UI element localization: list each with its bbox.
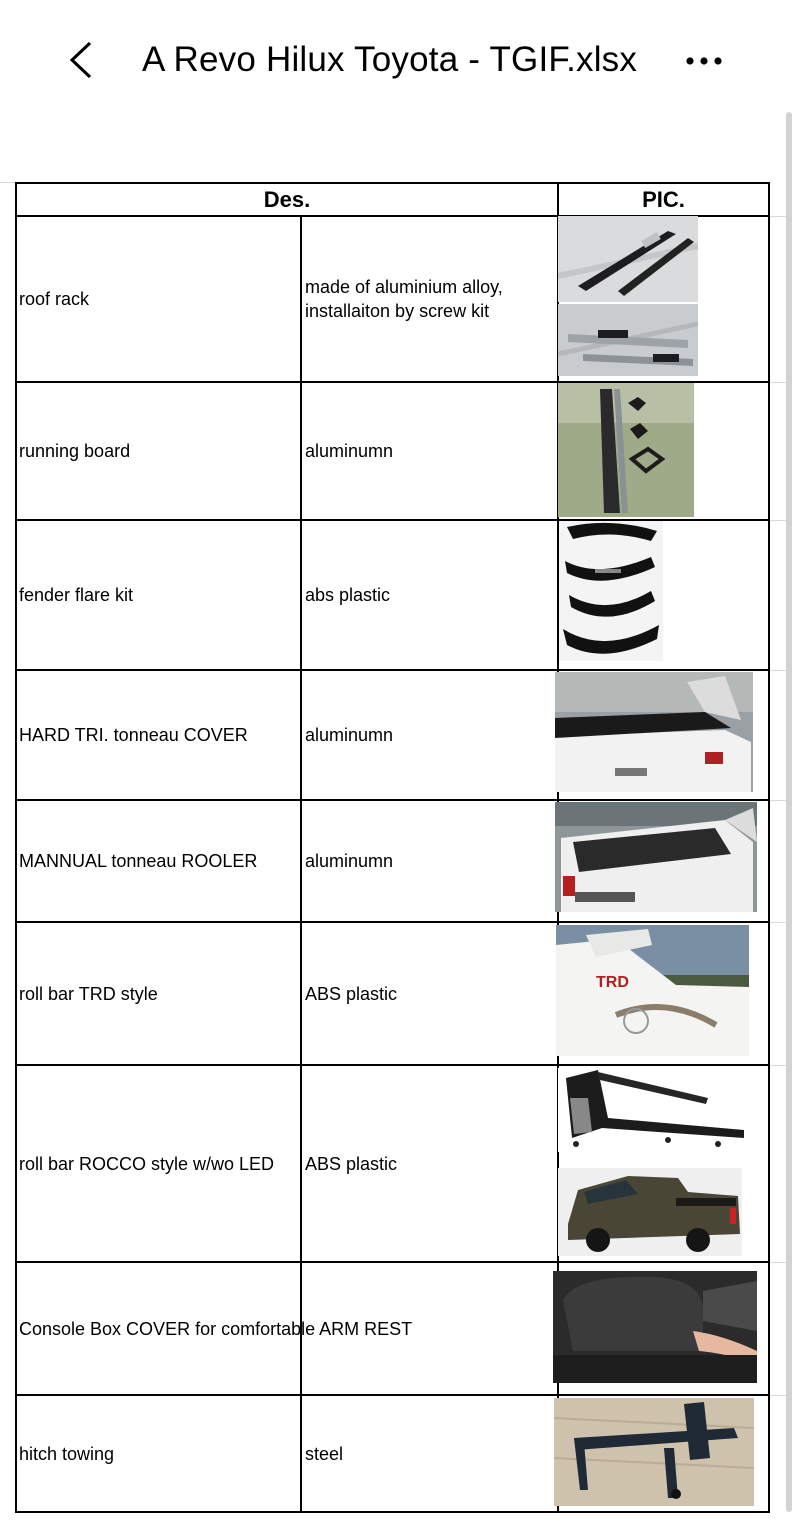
roll-bar-rocco-image-top[interactable] [558, 1068, 744, 1152]
fender-flare-image[interactable] [559, 521, 663, 661]
row-2-name[interactable]: running board [19, 441, 131, 461]
row-4-material[interactable]: aluminumn [305, 725, 394, 745]
row-7-material[interactable]: ABS plastic [305, 1153, 398, 1174]
roll-bar-rocco-image-bottom[interactable] [558, 1168, 742, 1256]
row-1-material[interactable]: made of aluminium alloy, installaiton by screw kit [305, 277, 503, 321]
hard-tonneau-cover-image[interactable] [555, 672, 753, 792]
vertical-scrollbar[interactable] [786, 112, 792, 1512]
row-4-name[interactable]: HARD TRI. tonneau COVER [19, 725, 248, 745]
chevron-left-icon [62, 38, 102, 82]
console-box-cover-image[interactable] [553, 1271, 757, 1383]
more-horizontal-icon [680, 38, 736, 82]
manual-tonneau-roller-image[interactable] [555, 802, 757, 912]
row-9-name[interactable]: hitch towing [19, 1443, 115, 1464]
roll-bar-trd-image[interactable] [556, 925, 749, 1056]
row-5-name[interactable]: MANNUAL tonneau ROOLER [19, 851, 258, 871]
spreadsheet-grid [0, 182, 786, 1522]
roof-rack-image-top[interactable] [558, 216, 698, 302]
row-6-name[interactable]: roll bar TRD style [19, 983, 158, 1004]
row-5-material[interactable]: aluminumn [305, 851, 394, 871]
back-button[interactable] [62, 38, 102, 82]
header-picture[interactable]: PIC. [642, 187, 685, 212]
top-bar [0, 0, 800, 120]
row-8-name[interactable]: Console Box COVER for comfortable ARM REST [19, 1318, 413, 1339]
row-6-material[interactable]: ABS plastic [305, 983, 398, 1004]
more-button[interactable] [680, 38, 736, 82]
row-3-name[interactable]: fender flare kit [19, 585, 134, 605]
row-1-name[interactable]: roof rack [19, 289, 90, 309]
header-description[interactable]: Des. [263, 187, 311, 212]
row-3-material[interactable]: abs plastic [305, 585, 391, 605]
row-9-material[interactable]: steel [305, 1443, 344, 1464]
roof-rack-image-bottom[interactable] [558, 304, 698, 376]
running-board-image[interactable] [558, 383, 694, 517]
hitch-towing-image[interactable] [554, 1398, 754, 1506]
file-title: A Revo Hilux Toyota - TGIF.xlsx [142, 40, 638, 79]
svg-text:TRD: TRD [596, 974, 629, 991]
row-7-name[interactable]: roll bar ROCCO style w/wo LED [19, 1153, 275, 1174]
row-2-material[interactable]: aluminumn [305, 441, 394, 461]
